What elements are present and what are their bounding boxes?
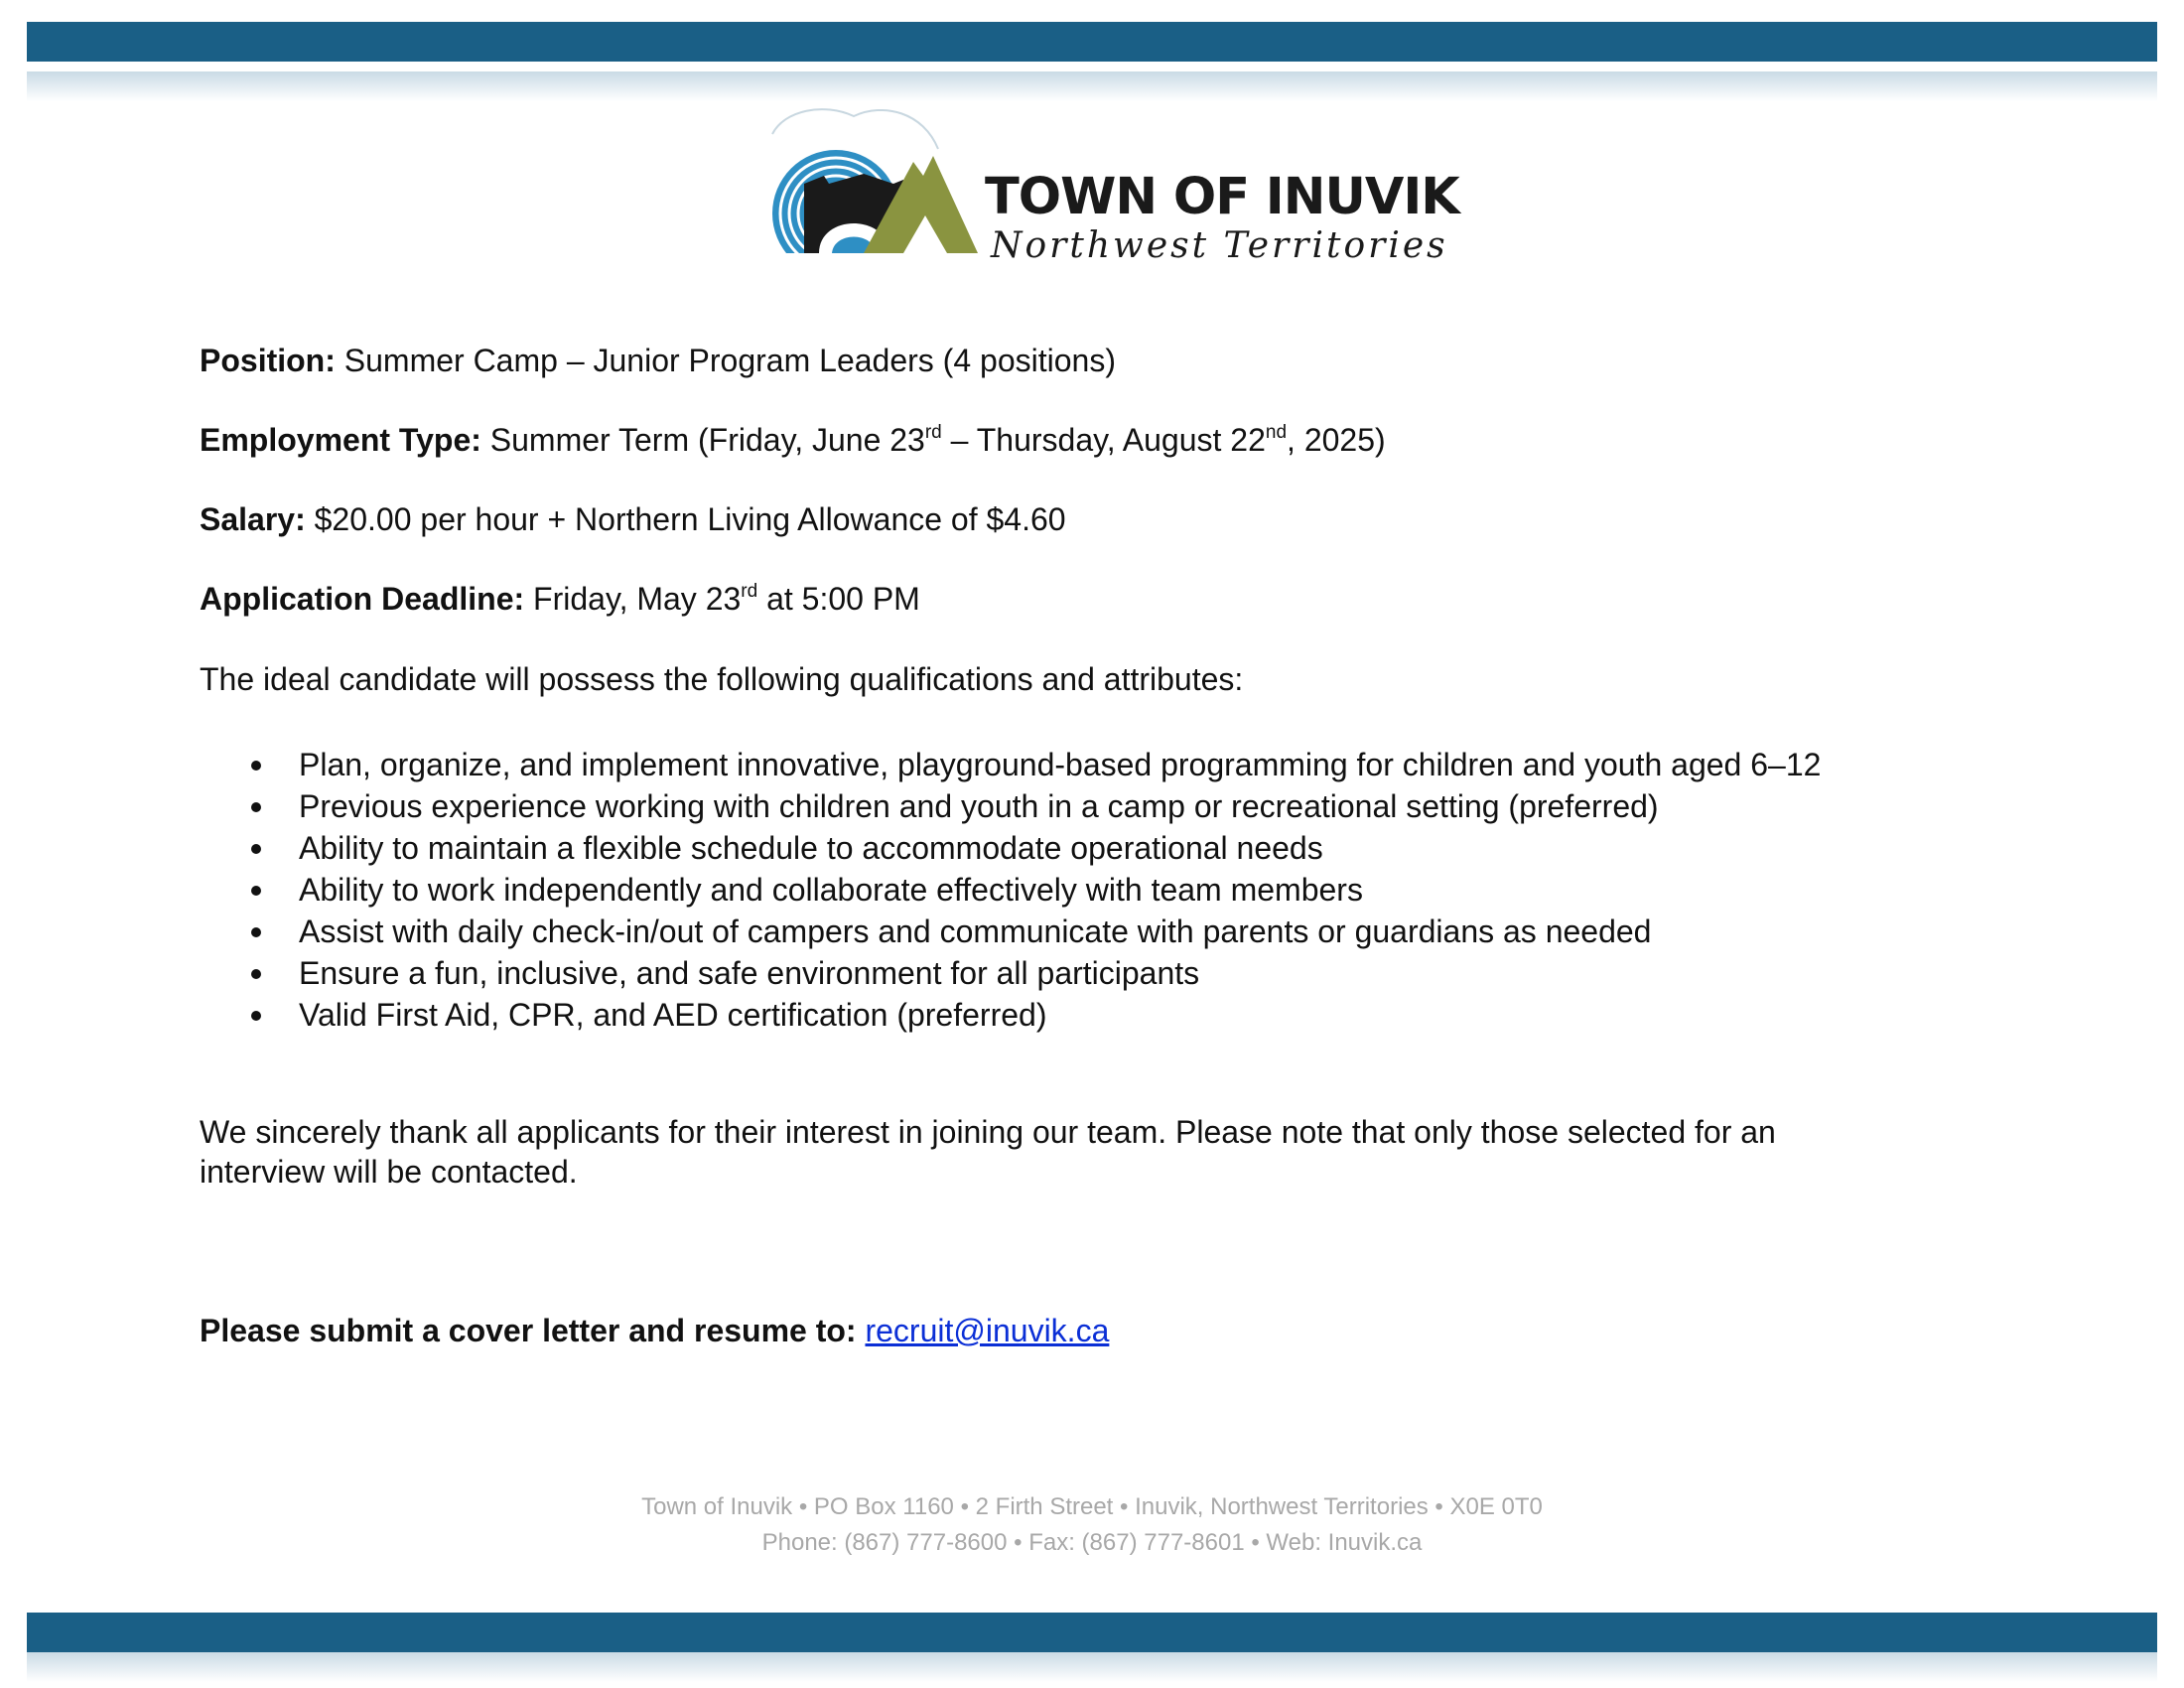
employment-type-field <box>200 422 1386 459</box>
list-item <box>200 785 1821 827</box>
position-value: Summer Camp – Junior Program Leaders (4 positions) <box>343 343 1116 378</box>
submit-instructions <box>200 1313 1109 1349</box>
footer-address: Town of Inuvik • PO Box 1160 • 2 Firth Street • Inuvik, Northwest Territories • X0E 0T0 <box>641 1493 1543 1520</box>
position-field <box>200 343 1116 379</box>
submit-label: Please submit a cover letter and resume to: <box>200 1313 857 1348</box>
salary-label: Salary: <box>200 501 306 537</box>
town-logo <box>764 104 1459 283</box>
salary-field <box>200 501 1066 538</box>
header-band <box>27 22 2157 62</box>
footer-band <box>27 1613 2157 1652</box>
employment-year-text: , 2025) <box>1287 422 1386 458</box>
position-label: Position: <box>200 343 336 378</box>
list-item-text: Ability to work independently and collaborate effectively with team members <box>299 872 1363 908</box>
salary-value: $20.00 per hour + Northern Living Allowance of $4.60 <box>314 501 1066 537</box>
bullet-icon <box>251 802 261 812</box>
deadline-date-suffix: rd <box>741 581 758 602</box>
deadline-date: Friday, May 23 <box>533 581 742 617</box>
footer-contact <box>0 1489 2184 1561</box>
employment-start-suffix: rd <box>924 422 942 443</box>
qualifications-intro: The ideal candidate will possess the following qualifications and attributes: <box>200 661 1244 697</box>
bullet-icon <box>251 761 261 771</box>
list-item <box>200 827 1821 869</box>
list-item <box>200 952 1821 994</box>
list-item-text: Valid First Aid, CPR, and AED certification (preferred) <box>299 997 1047 1033</box>
employment-end-text: – Thursday, August 22 <box>941 422 1266 458</box>
list-item-text: Previous experience working with children and youth in a camp or recreational setting (preferred) <box>299 788 1659 824</box>
employment-end-suffix: nd <box>1265 422 1288 443</box>
employment-type-label: Employment Type: <box>200 422 481 458</box>
bullet-icon <box>251 844 261 854</box>
footer-band-shadow <box>27 1652 2157 1682</box>
list-item <box>200 869 1821 911</box>
employment-start-text: Summer Term (Friday, June 23 <box>489 422 925 458</box>
bullet-icon <box>251 886 261 896</box>
deadline-label: Application Deadline: <box>200 581 525 617</box>
list-item-text: Ability to maintain a flexible schedule to accommodate operational needs <box>299 830 1323 866</box>
header-band-shadow <box>27 71 2157 101</box>
qualifications-list <box>200 744 1821 1036</box>
footer-phone: Phone: (867) 777-8600 • Fax: (867) 777-8601 • Web: Inuvik.ca <box>761 1529 1423 1556</box>
list-item-text: Ensure a fun, inclusive, and safe environment for all participants <box>299 955 1200 991</box>
logo-title: TOWN OF INUVIK <box>985 168 1459 226</box>
list-item <box>200 911 1821 952</box>
closing-paragraph: We sincerely thank all applicants for their interest in joining our team. Please note that only those selected for an interview will be contacted. <box>200 1114 1776 1190</box>
bullet-icon <box>251 1011 261 1021</box>
list-item <box>200 994 1821 1036</box>
list-item <box>200 744 1821 785</box>
email-link[interactable]: recruit@inuvik.ca <box>865 1313 1110 1348</box>
list-item-text: Assist with daily check-in/out of campers and communicate with parents or guardians as needed <box>299 914 1652 949</box>
list-item-text: Plan, organize, and implement innovative, playground-based programming for children and youth aged 6–12 <box>299 747 1822 782</box>
logo-subtitle: Northwest Territories <box>991 225 1448 266</box>
bullet-icon <box>251 969 261 979</box>
deadline-field <box>200 581 920 618</box>
deadline-time: at 5:00 PM <box>757 581 920 617</box>
bullet-icon <box>251 927 261 937</box>
